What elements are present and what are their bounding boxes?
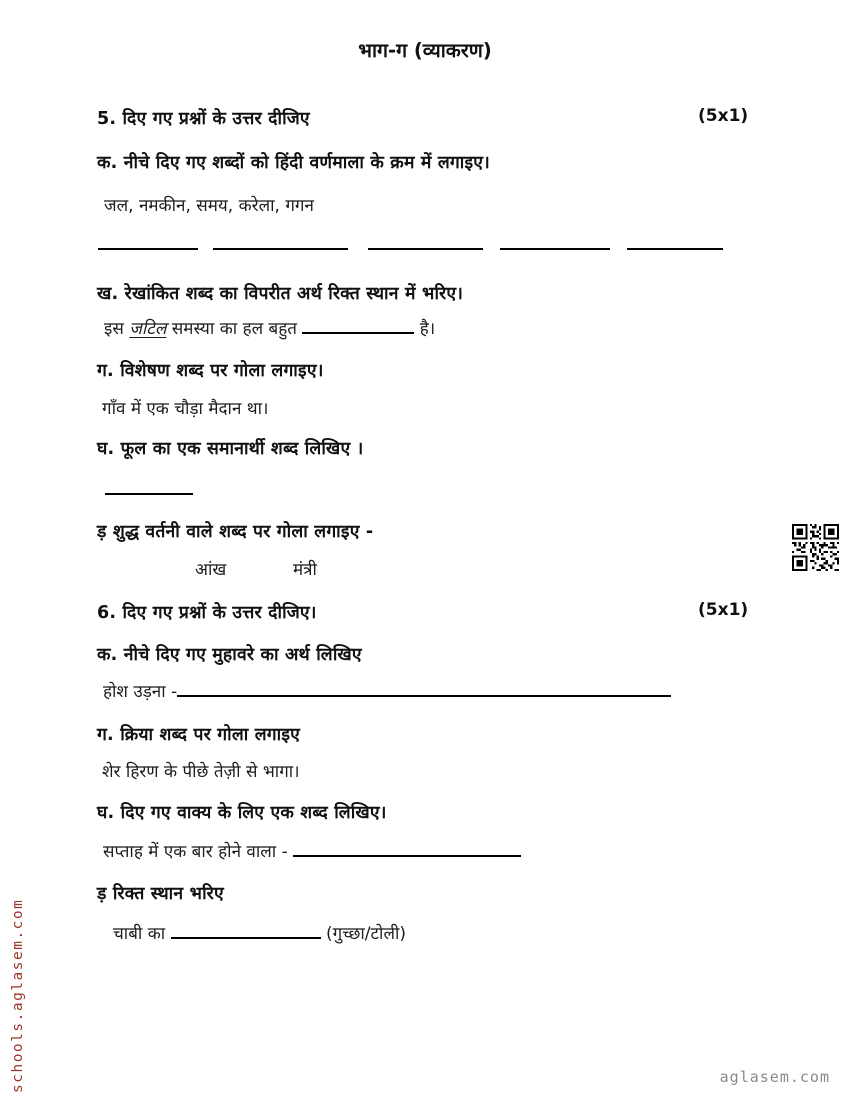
answer-blank-line [500,248,610,250]
footer-brand: aglasem.com [719,1068,830,1086]
q5a-heading: क. नीचे दिए गए शब्दों को हिंदी वर्णमाला के क्रम में लगाइए। [97,153,491,173]
q6e-phrase-row [113,921,406,944]
fill-in-blank [177,683,671,697]
answer-blank-line [368,248,483,250]
q6d-heading: घ. दिए गए वाक्य के लिए एक शब्द लिखिए। [97,803,387,823]
q5b-sentence [104,316,435,339]
answer-blank-line [627,248,723,250]
q5e-heading: ड़ शुद्ध वर्तनी वाले शब्द पर गोला लगाइए - [97,522,374,542]
q6-heading: 6. दिए गए प्रश्नों के उत्तर दीजिए। [97,603,317,623]
q6e-phrase-end: (गुच्छा/टोली) [325,924,407,944]
qr-code-graphic [792,524,839,571]
q6d-phrase: सप्ताह में एक बार होने वाला - [103,842,288,862]
q6a-phrase: होश उड़ना - [103,682,178,702]
q6e-heading: ड़ रिक्त स्थान भरिए [97,884,224,904]
fill-in-blank [293,843,521,857]
qr-code [792,524,839,575]
fill-in-blank [171,925,321,939]
q6-marks: (5x1) [698,600,749,620]
q5c-heading: ग. विशेषण शब्द पर गोला लगाइए। [97,361,324,381]
q5c-sentence: गाँव में एक चौड़ा मैदान था। [102,399,269,419]
q5-heading: 5. दिए गए प्रश्नों के उत्तर दीजिए [97,109,310,129]
q5b-sentence-middle: समस्या का हल बहुत [171,319,297,339]
left-watermark: schools.aglasem.com [10,898,26,1093]
q5a-word-list: जल, नमकीन, समय, करेला, गगन [104,196,314,216]
fill-in-blank [302,320,414,334]
q5b-underlined-word: जटिल [129,319,167,339]
q6a-phrase-row [103,679,671,702]
answer-blank-line [98,248,198,250]
q5b-heading: ख. रेखांकित शब्द का विपरीत अर्थ रिक्त स्थान में भरिए। [97,284,464,304]
q5d-heading: घ. फूल का एक समानार्थी शब्द लिखिए । [97,439,364,459]
q5b-sentence-end: है। [419,319,436,339]
q5e-option-1: आंख [195,560,227,580]
answer-blank-line [213,248,348,250]
q6c-sentence: शेर हिरण के पीछे तेज़ी से भागा। [102,762,300,782]
q6d-phrase-row [103,839,521,862]
q5e-option-2: मंत्री [293,560,317,580]
q5-marks: (5x1) [698,106,749,126]
page-title: भाग-ग (व्याकरण) [358,39,492,62]
q6c-heading: ग. क्रिया शब्द पर गोला लगाइए [97,725,301,745]
q6a-heading: क. नीचे दिए गए मुहावरे का अर्थ लिखिए [97,645,362,665]
answer-blank-line [105,493,193,495]
q5b-sentence-start: इस [104,319,124,339]
q6e-phrase-start: चाबी का [113,924,166,944]
